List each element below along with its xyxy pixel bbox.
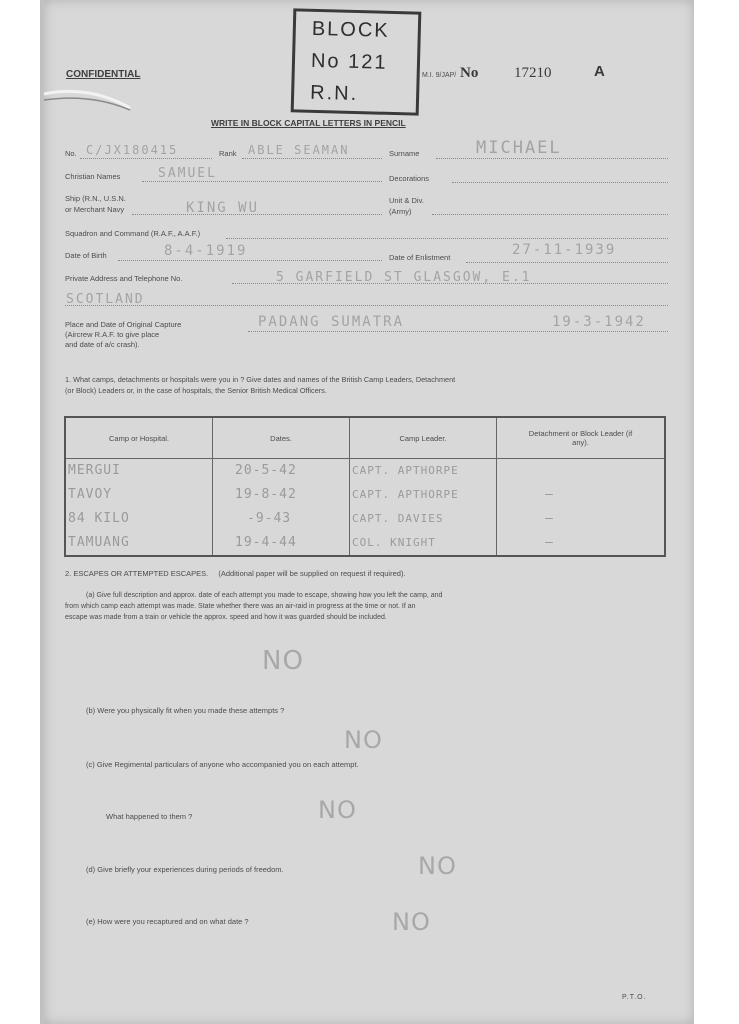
instruction-heading: WRITE IN BLOCK CAPITAL LETTERS IN PENCIL xyxy=(211,118,406,128)
q2a-line-3: escape was made from a train or vehicle the approx. speed and how it was guarded should be included. xyxy=(65,614,387,621)
q2-heading: 2. ESCAPES OR ATTEMPTED ESCAPES. xyxy=(65,569,209,578)
q2b-answer: NO xyxy=(344,726,383,754)
stamp-line-2: No 121 xyxy=(310,49,388,74)
q2e-text: (e) How were you recaptured and on what date ? xyxy=(86,917,249,926)
q2c-text: (c) Give Regimental particulars of anyone who accompanied you on each attempt. xyxy=(86,760,359,769)
table-cell-block: — xyxy=(545,535,554,550)
enlistment-label: Date of Enlistment xyxy=(389,253,451,262)
q2-title xyxy=(65,568,406,579)
table-cell-date: 19-8-42 xyxy=(235,487,297,502)
q1-line-1: 1. What camps, detachments or hospitals were you in ? Give dates and names of the British Camp Leaders, Detachment xyxy=(65,375,456,384)
table-cell-block: — xyxy=(545,487,554,502)
stamp-line-1: BLOCK xyxy=(311,17,390,42)
block-stamp xyxy=(291,8,422,115)
col-camp-header: Camp or Hospital. xyxy=(65,417,213,459)
decorations-label: Decorations xyxy=(389,174,430,183)
document-number: 17210 xyxy=(514,65,552,81)
address-label: Private Address and Telephone No. xyxy=(65,274,183,283)
ship-value: KING WU xyxy=(186,200,260,216)
col-block-header: Detachment or Block Leader (if any). xyxy=(497,417,666,459)
q2c-answer: NO xyxy=(318,796,357,824)
table-cell-date: 19-4-44 xyxy=(235,535,297,550)
dob-label: Date of Birth xyxy=(65,251,107,260)
q2d-answer: NO xyxy=(418,852,457,880)
table-cell-leader: CAPT. APTHORPE xyxy=(352,464,459,477)
christian-names-label: Christian Names xyxy=(65,172,121,181)
ship-label-1: Ship (R.N., U.S.N. xyxy=(65,194,126,203)
table-cell-leader: CAPT. DAVIES xyxy=(352,512,444,525)
q2d-text: (d) Give briefly your experiences during periods of freedom. xyxy=(86,865,284,874)
table-cell-block xyxy=(497,459,664,483)
table-cell-block: — xyxy=(545,511,554,526)
no-label: No. xyxy=(65,149,77,158)
capture-label-1: Place and Date of Original Capture xyxy=(65,320,182,329)
doc-no-label: No xyxy=(460,65,479,81)
col-leader-header: Camp Leader. xyxy=(350,417,497,459)
squadron-label: Squadron and Command (R.A.F., A.A.F.) xyxy=(65,229,201,238)
camps-table-header xyxy=(65,417,665,459)
stamp-line-3: R.N. xyxy=(309,81,359,106)
q2a-answer: NO xyxy=(262,646,304,676)
camps-table xyxy=(64,416,666,557)
table-cell-date: -9-43 xyxy=(247,511,292,526)
camps-table-body xyxy=(65,459,665,557)
capture-place-value: PADANG SUMATRA xyxy=(258,314,405,330)
address-value-1: 5 GARFIELD ST GLASGOW, E.1 xyxy=(276,270,532,285)
table-cell-leader: CAPT. APTHORPE xyxy=(352,488,459,501)
surname-value: MICHAEL xyxy=(476,138,562,158)
dob-value: 8-4-1919 xyxy=(164,243,248,259)
address-value-2: SCOTLAND xyxy=(66,292,145,307)
q2e-answer: NO xyxy=(392,908,431,936)
q2a-line-2: from which camp each attempt was made. State whether there was an air-raid in progress at the time or not. If an xyxy=(65,603,416,610)
capture-date-value: 19-3-1942 xyxy=(552,314,646,330)
pto-label: P.T.O. xyxy=(622,994,647,1001)
christian-names-value: SAMUEL xyxy=(158,166,217,181)
col-dates-header: Dates. xyxy=(213,417,350,459)
q2-note: (Additional paper will be supplied on request if required). xyxy=(218,569,406,578)
ship-label-2: or Merchant Navy xyxy=(65,205,125,214)
service-number-value: C/JX180415 xyxy=(86,143,179,157)
q2a-line-1: (a) Give full description and approx. date of each attempt you made to escape, showing how you left the camp, and xyxy=(86,592,443,599)
enlistment-value: 27-11-1939 xyxy=(512,242,617,258)
table-cell-leader: COL. KNIGHT xyxy=(352,536,436,549)
table-cell-camp: 84 KILO xyxy=(68,511,130,526)
table-cell-camp: MERGUI xyxy=(68,463,121,478)
table-cell-camp: TAVOY xyxy=(68,487,113,502)
q1-line-2: (or Block) Leaders or, in the case of hospitals, the Senior British Medical Officers. xyxy=(65,386,327,395)
rank-label: Rank xyxy=(219,149,237,158)
capture-label-3: and date of a/c crash). xyxy=(65,340,140,349)
surname-label: Surname xyxy=(389,149,420,158)
capture-label-2: (Aircrew R.A.F. to give place xyxy=(65,330,160,339)
unit-label-1: Unit & Div. xyxy=(389,196,424,205)
binder-string-icon xyxy=(42,86,132,116)
rank-value: ABLE SEAMAN xyxy=(248,143,350,157)
q2c-subtext: What happened to them ? xyxy=(106,812,193,821)
reference-code: M.I. 9/JAP/ xyxy=(422,72,457,79)
q2b-text: (b) Were you physically fit when you made these attempts ? xyxy=(86,706,285,715)
classification-label: CONFIDENTIAL xyxy=(66,69,141,80)
unit-label-2: (Army) xyxy=(389,207,412,216)
document-suffix: A xyxy=(594,63,605,80)
table-cell-date: 20-5-42 xyxy=(235,463,297,478)
table-cell-camp: TAMUANG xyxy=(68,535,130,550)
